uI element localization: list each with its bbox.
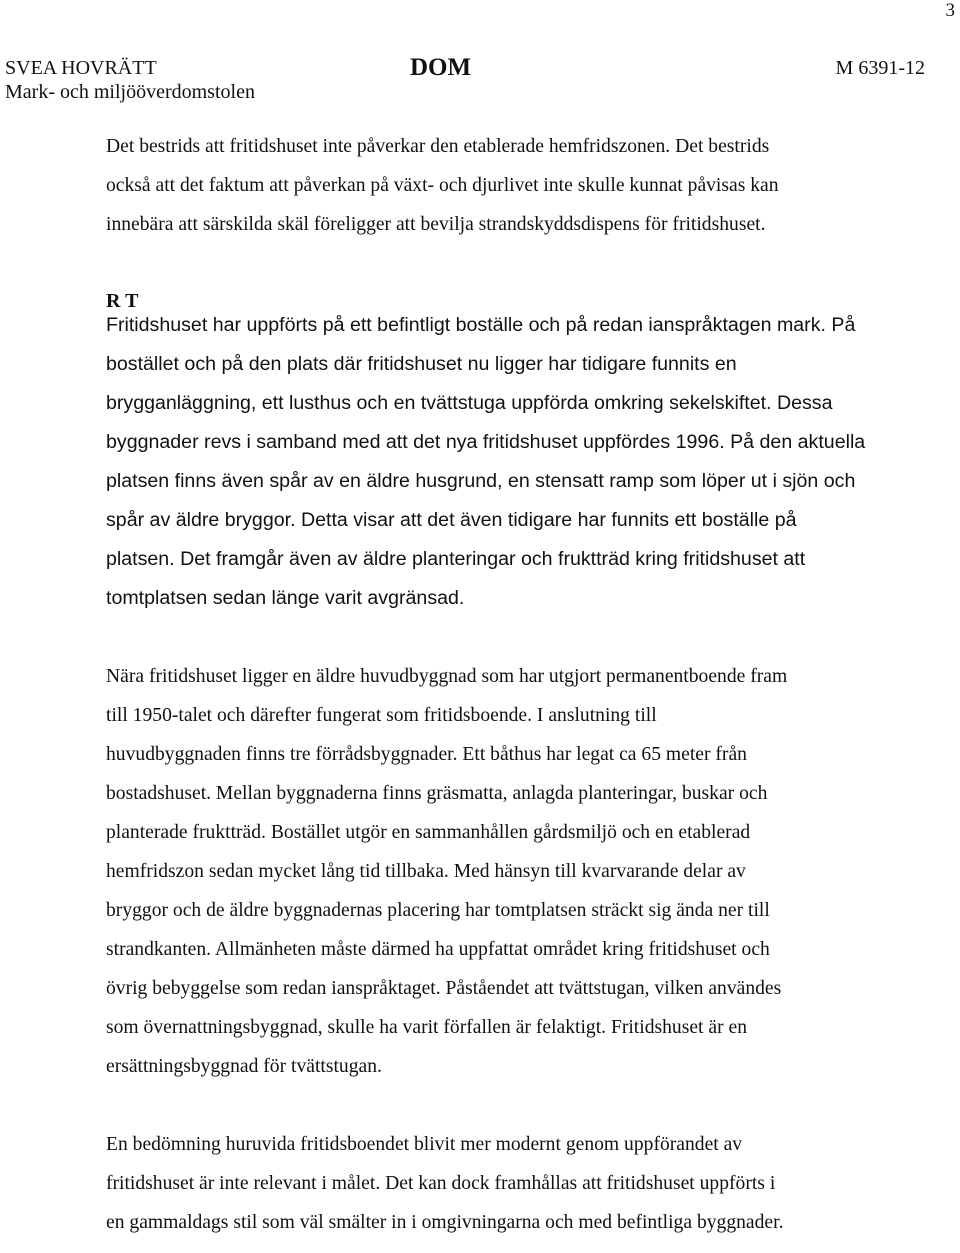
paragraph-gap (106, 618, 906, 657)
paragraph-gap (106, 1086, 906, 1125)
document-body (106, 127, 906, 1242)
paragraph-assessment: En bedömning huruvida fritidsboendet blivit mer modernt genom uppförandet av fritidshuset är inte relevant i målet. Det kan dock framhållas att fritidshuset uppförts i en gammaldags stil som väl smälter in i omgivningarna och med befintliga byggnader. (106, 1134, 784, 1233)
paragraph-dispute: Det bestrids att fritidshuset inte påverkar den etablerade hemfridszonen. Det bestrids också att det faktum att påverkan på växt- och djurlivet inte skulle kunnat påvisas kan innebära att särskilda skäl föreligger att bevilja strandskyddsdispens för fritidshuset. (106, 136, 779, 235)
case-number: M 6391-12 (835, 57, 925, 79)
paragraph-history: Fritidshuset har uppförts på ett befintligt boställe och på redan ianspråktagen mark. På bostället och på den plats där fritidshuset nu ligger har tidigare funnits en brygganläggning, ett lusthus och en tvättstuga uppförda omkring sekelskiftet. Dessa byggnader revs i samband med att det nya fritidshuset uppfördes 1996. På den aktuella platsen finns även spår av en äldre husgrund, en stensatt ramp som löper ut i sjön och spår av äldre bryggor. Detta visar att det även tidigare har funnits ett boställe på platsen. Det framgår även av äldre planteringar och fruktträd kring fritidshuset att tomtplatsen sedan länge varit avgränsad. (106, 314, 866, 609)
court-name: SVEA HOVRÄTT (5, 57, 157, 79)
document-header (5, 56, 925, 106)
document-type: DOM (410, 54, 472, 81)
paragraph-gap (106, 244, 906, 282)
section-heading: R T (106, 290, 139, 312)
paragraph-main-building: Nära fritidshuset ligger en äldre huvudbyggnad som har utgjort permanentboende fram till 1950-talet och därefter fungerat som fritidsboende. I anslutning till huvudbyggnaden finns tre förrådsbyggnader. Ett båthus har legat ca 65 meter från bostadshuset. Mellan byggnaderna finns gräsmatta, anlagda planteringar, buskar och planterade fruktträd. Bostället utgör en sammanhållen gårdsmiljö och en etablerad hemfridszon sedan mycket lång tid tillbaka. Med hänsyn till kvarvarande delar av bryggor och de äldre byggnadernas placering har tomtplatsen sträckt sig ända ner till strandkanten. Allmänheten måste därmed ha uppfattat området kring fritidshuset och övrig bebyggelse som redan ianspråktaget. Påståendet att tvättstugan, vilken användes som övernattningsbyggnad, skulle ha varit förfallen är felaktigt. Fritidshuset är en ersättningsbyggnad för tvättstugan. (106, 666, 788, 1077)
court-division: Mark- och miljööverdomstolen (5, 81, 255, 103)
page-number: 3 (945, 0, 955, 21)
